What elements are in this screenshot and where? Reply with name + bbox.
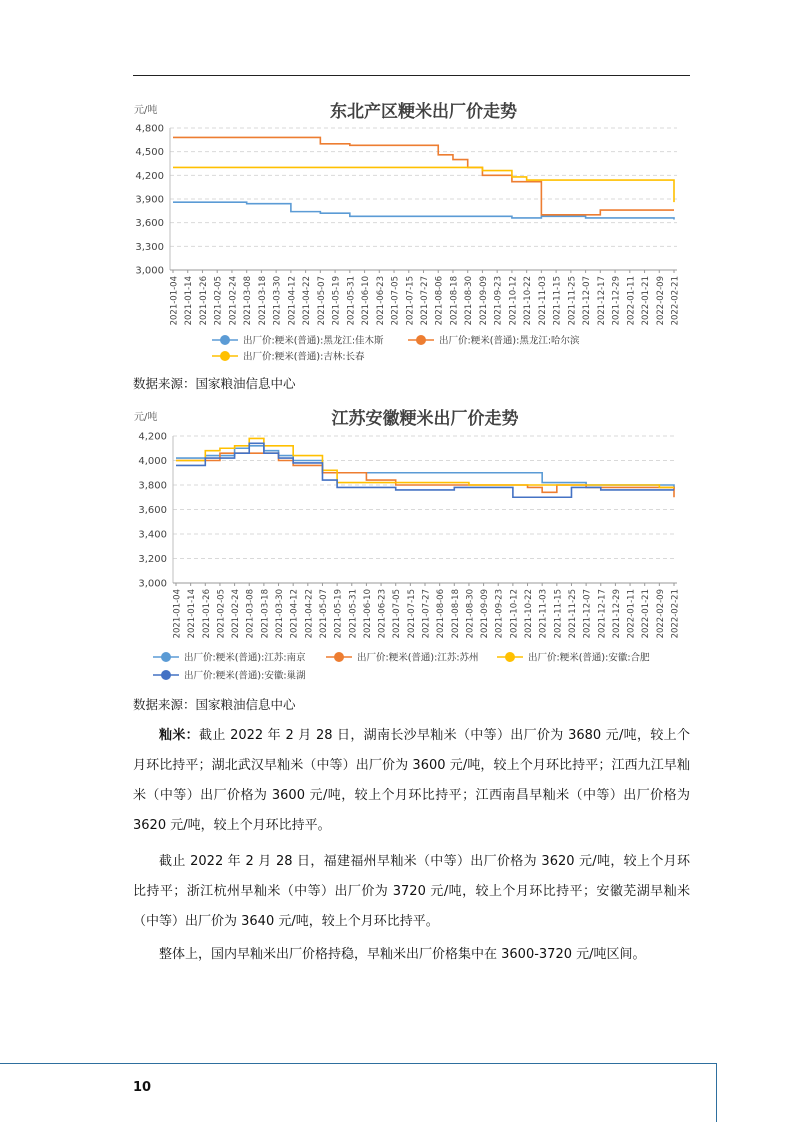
y-tick-label: 3,200 xyxy=(138,554,167,565)
series-line xyxy=(173,202,674,219)
x-tick-label: 2021-10-22 xyxy=(524,589,535,639)
y-tick-label: 3,600 xyxy=(135,218,164,230)
x-tick-label: 2021-12-29 xyxy=(611,276,622,326)
x-tick-label: 2021-06-10 xyxy=(362,589,373,639)
x-tick-label: 2021-06-23 xyxy=(375,276,386,326)
x-tick-label: 2021-12-17 xyxy=(597,589,608,639)
chart-northeast xyxy=(120,95,690,370)
y-tick-label: 3,800 xyxy=(138,480,167,492)
x-tick-label: 2021-04-12 xyxy=(287,276,298,326)
x-tick-label: 2021-05-19 xyxy=(331,276,342,326)
x-tick-label: 2021-08-30 xyxy=(465,589,476,639)
x-tick-label: 2021-01-26 xyxy=(198,276,209,326)
x-tick-label: 2021-01-14 xyxy=(187,589,198,639)
x-tick-label: 2021-08-18 xyxy=(449,276,460,326)
legend-swatch-dot xyxy=(334,652,344,662)
paragraph-lead: 籼米： xyxy=(159,728,199,743)
x-tick-label: 2021-07-27 xyxy=(420,276,430,326)
x-tick-label: 2021-10-12 xyxy=(509,589,520,639)
x-tick-label: 2021-01-26 xyxy=(201,589,212,639)
x-tick-label: 2021-06-23 xyxy=(377,589,388,639)
y-axis-label: 元/吨 xyxy=(134,412,158,423)
chart-title: 江苏安徽粳米出厂价走势 xyxy=(331,409,519,429)
x-tick-label: 2021-12-07 xyxy=(582,589,593,639)
y-tick-label: 4,000 xyxy=(138,456,167,467)
x-tick-label: 2022-01-21 xyxy=(641,589,652,639)
x-tick-label: 2021-08-18 xyxy=(450,589,461,639)
x-tick-label: 2021-12-29 xyxy=(611,589,622,639)
page-number: 10 xyxy=(133,1080,152,1095)
x-tick-label: 2021-01-04 xyxy=(172,589,183,639)
x-tick-label: 2021-03-18 xyxy=(260,589,271,639)
legend-label: 出厂价:粳米(普通):吉林:长春 xyxy=(243,351,365,363)
x-tick-label: 2021-10-22 xyxy=(523,276,534,326)
legend-label: 出厂价:粳米(普通):安徽:合肥 xyxy=(528,652,650,664)
x-tick-label: 2021-05-31 xyxy=(348,589,359,639)
paragraph-indica-1: 籼米：截止 2022 年 2 月 28 日，湖南长沙早籼米（中等）出厂价为 3680 元/吨，较上个月环比持平；湖北武汉早籼米（中等）出厂价为 3600 元/吨，较上个月环比持平；江西九江早籼米（中等）出厂价格为 3600 元/吨，较上个月环比持平；江西南昌早籼米（中等）出厂价格为 3620 元/吨，较上个月环比持平。 xyxy=(133,728,690,833)
x-tick-label: 2021-01-04 xyxy=(169,276,180,326)
x-tick-label: 2021-08-30 xyxy=(464,276,475,326)
x-tick-label: 2021-02-05 xyxy=(216,589,227,639)
x-tick-label: 2021-02-24 xyxy=(228,276,239,326)
x-tick-label: 2021-07-05 xyxy=(390,276,401,326)
legend-label: 出厂价:粳米(普通):江苏:南京 xyxy=(184,652,306,664)
legend-swatch-dot xyxy=(161,670,171,680)
x-tick-label: 2021-04-22 xyxy=(302,276,313,326)
y-tick-label: 3,300 xyxy=(135,241,164,253)
x-tick-label: 2021-03-18 xyxy=(257,276,268,326)
chart-northeast-svg xyxy=(120,95,690,370)
x-tick-label: 2021-12-07 xyxy=(582,276,593,326)
x-tick-label: 2021-07-15 xyxy=(405,276,416,326)
legend-swatch-dot xyxy=(161,652,171,662)
x-tick-label: 2021-11-03 xyxy=(538,589,549,639)
x-tick-label: 2021-03-08 xyxy=(245,589,256,639)
series-line xyxy=(176,443,674,497)
x-tick-label: 2021-02-05 xyxy=(213,276,224,326)
x-tick-label: 2021-12-17 xyxy=(596,275,607,326)
x-tick-label: 2022-01-11 xyxy=(626,589,637,639)
x-tick-label: 2022-02-21 xyxy=(670,276,681,326)
legend-swatch-dot xyxy=(505,652,515,662)
y-tick-label: 4,500 xyxy=(135,147,164,159)
x-tick-label: 2021-05-31 xyxy=(346,276,357,326)
x-tick-label: 2021-08-06 xyxy=(436,589,447,639)
x-tick-label: 2021-11-15 xyxy=(552,276,563,326)
x-tick-label: 2022-01-11 xyxy=(626,276,637,326)
x-tick-label: 2021-11-25 xyxy=(567,589,578,639)
legend-label: 出厂价:粳米(普通):黑龙江:佳木斯 xyxy=(243,335,384,347)
chart-jiangsu-anhui xyxy=(120,402,690,687)
y-tick-label: 3,600 xyxy=(138,505,167,516)
legend-label: 出厂价:粳米(普通):黑龙江:哈尔滨 xyxy=(439,335,580,347)
x-tick-label: 2021-02-24 xyxy=(231,589,242,639)
footer-rule xyxy=(0,1063,716,1064)
y-tick-label: 3,400 xyxy=(138,529,167,541)
x-tick-label: 2021-08-06 xyxy=(434,276,445,326)
x-tick-label: 2021-05-07 xyxy=(318,589,329,639)
x-tick-label: 2022-02-09 xyxy=(655,276,666,326)
x-tick-label: 2021-03-30 xyxy=(275,589,286,639)
series-line xyxy=(173,167,674,202)
x-tick-label: 2021-05-07 xyxy=(316,276,327,326)
y-axis-label: 元/吨 xyxy=(134,105,158,116)
x-tick-label: 2021-07-05 xyxy=(392,589,403,639)
x-tick-label: 2021-04-22 xyxy=(304,589,315,639)
y-tick-label: 4,200 xyxy=(138,431,167,443)
x-tick-label: 2021-06-10 xyxy=(361,276,372,326)
x-tick-label: 2021-07-27 xyxy=(421,589,432,639)
chart-jiangsu-anhui-svg xyxy=(120,402,690,687)
y-tick-label: 4,800 xyxy=(135,123,164,135)
legend-swatch-dot xyxy=(220,335,230,345)
paragraph-indica-2: 截止 2022 年 2 月 28 日，福建福州早籼米（中等）出厂价格为 3620 元/吨，较上个月环比持平；浙江杭州早籼米（中等）出厂价为 3720 元/吨，较上个月环比持平；安徽芜湖早籼米（中等）出厂价为 3640 元/吨，较上个月环比持平。 xyxy=(133,854,690,929)
y-tick-label: 3,000 xyxy=(135,265,164,277)
x-tick-label: 2021-10-12 xyxy=(508,276,519,326)
x-tick-label: 2021-04-12 xyxy=(289,589,300,639)
x-tick-label: 2021-11-15 xyxy=(553,589,564,639)
paragraph-summary: 整体上，国内早籼米出厂价格持稳，早籼米出厂价格集中在 3600-3720 元/吨区间。 xyxy=(159,947,646,962)
legend-label: 出厂价:粳米(普通):江苏:苏州 xyxy=(357,652,479,664)
legend-swatch-dot xyxy=(416,335,426,345)
legend-label: 出厂价:粳米(普通):安徽:巢湖 xyxy=(184,670,306,682)
header-rule xyxy=(133,75,690,76)
x-tick-label: 2022-01-21 xyxy=(641,276,652,326)
x-tick-label: 2021-03-30 xyxy=(272,276,283,326)
x-tick-label: 2021-03-08 xyxy=(243,276,254,326)
source-note-1: 数据来源：国家粮油信息中心 xyxy=(133,376,296,391)
source-note-2: 数据来源：国家粮油信息中心 xyxy=(133,697,296,712)
legend-swatch-dot xyxy=(220,351,230,361)
x-tick-label: 2021-07-15 xyxy=(406,589,417,639)
x-tick-label: 2021-11-25 xyxy=(567,276,578,326)
chart-title: 东北产区粳米出厂价走势 xyxy=(330,102,517,122)
x-tick-label: 2021-11-03 xyxy=(537,276,548,326)
y-tick-label: 3,900 xyxy=(135,194,164,206)
x-tick-label: 2022-02-09 xyxy=(655,589,666,639)
y-tick-label: 4,200 xyxy=(135,170,164,182)
x-tick-label: 2022-02-21 xyxy=(670,589,681,639)
y-tick-label: 3,000 xyxy=(138,578,167,590)
footer-vertical-rule xyxy=(716,1063,717,1122)
x-tick-label: 2021-05-19 xyxy=(333,589,344,639)
x-tick-label: 2021-09-23 xyxy=(494,589,505,639)
x-tick-label: 2021-01-14 xyxy=(184,276,195,326)
x-tick-label: 2021-09-09 xyxy=(480,589,491,639)
x-tick-label: 2021-09-23 xyxy=(493,276,504,326)
x-tick-label: 2021-09-09 xyxy=(478,276,489,326)
